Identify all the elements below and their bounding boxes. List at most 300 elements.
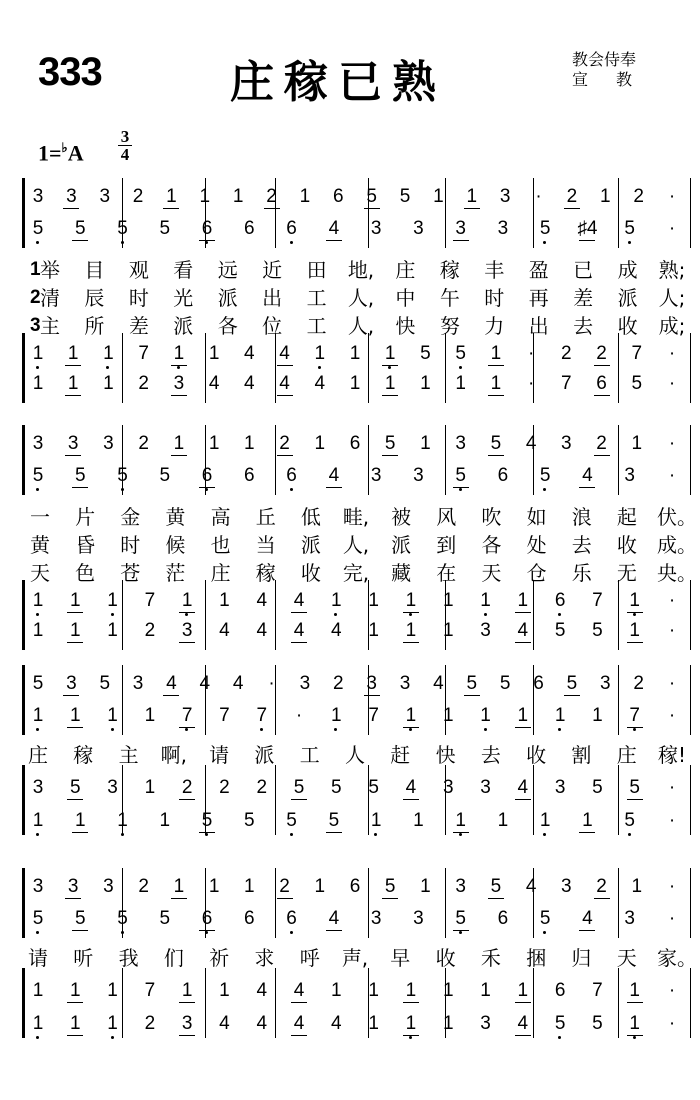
beam-line <box>291 612 307 613</box>
jianpu-note: 6 <box>333 186 344 207</box>
octave-dot <box>36 728 39 731</box>
octave-dot <box>484 613 487 616</box>
lyric-char: 地, <box>347 258 375 282</box>
lyric-char: 低 <box>300 505 321 529</box>
lyric-char: 成 <box>617 258 638 282</box>
lyric-char: 庄 <box>616 743 637 767</box>
jianpu-note: 1 <box>629 620 640 641</box>
octave-dot <box>633 1036 636 1039</box>
jianpu-note: 6 <box>201 218 213 239</box>
jianpu-note: 5 <box>455 908 466 929</box>
octave-dot <box>260 728 263 731</box>
lyric-char: 中 <box>395 286 416 310</box>
octave-dot <box>388 366 391 369</box>
lyric-char: 稼 <box>439 258 460 282</box>
lyric-char: 一 <box>30 505 50 529</box>
category-line-1: 教会侍奉 <box>572 50 637 69</box>
verse-number: 1 <box>30 259 41 280</box>
beam-line <box>65 455 81 456</box>
jianpu-note: 1 <box>405 620 417 641</box>
beam-line <box>627 1002 643 1003</box>
octave-dot <box>205 931 208 934</box>
lyric-char: 熟; <box>658 258 686 282</box>
jianpu-note: 1 <box>442 1013 454 1034</box>
jianpu-note: 5 <box>32 908 44 929</box>
lyric-char: 天 <box>481 561 502 585</box>
octave-dot <box>121 488 124 491</box>
jianpu-note: 1 <box>384 343 396 364</box>
octave-dot <box>334 613 337 616</box>
jianpu-note: 1 <box>181 590 193 611</box>
time-signature-bottom: 4 <box>118 145 132 163</box>
jianpu-note: 6 <box>201 465 213 486</box>
jianpu-note: 1 <box>420 373 431 394</box>
jianpu-note: 5 <box>74 218 86 239</box>
barline <box>205 968 206 1038</box>
jianpu-note: 5 <box>286 810 297 831</box>
beam-line <box>171 455 187 456</box>
jianpu-note: 2 <box>144 620 156 641</box>
jianpu-note: 3 <box>499 186 511 207</box>
lyric-char: 辰 <box>84 286 105 310</box>
lyric-char: 力 <box>484 314 505 338</box>
lyric-char: 各 <box>217 314 238 338</box>
jianpu-note: 6 <box>244 465 255 486</box>
jianpu-note: 5 <box>539 218 551 239</box>
jianpu-note: 5 <box>328 810 340 831</box>
beam-line <box>179 642 195 643</box>
octave-dot <box>459 488 462 491</box>
beam-line <box>199 487 215 488</box>
lyric-char: 求 <box>254 946 275 970</box>
jianpu-note: 1 <box>349 343 361 364</box>
octave-dot <box>205 488 208 491</box>
jianpu-note: 1 <box>314 433 326 454</box>
octave-dot <box>374 833 377 836</box>
lyric-char: 声, <box>341 946 369 970</box>
jianpu-note: 1 <box>497 810 509 831</box>
lyric-char: 黄 <box>30 533 50 557</box>
jianpu-note: 1 <box>117 810 128 831</box>
jianpu-note: 3 <box>554 777 566 798</box>
lyric-char: 时 <box>128 286 149 310</box>
jianpu-note: 2 <box>633 673 644 694</box>
octave-dot <box>628 241 631 244</box>
beam-line <box>515 612 531 613</box>
jianpu-note: 4 <box>232 673 244 694</box>
beam-line <box>326 240 342 241</box>
jianpu-note: 6 <box>286 908 297 929</box>
octave-dot <box>36 488 39 491</box>
beam-line <box>453 832 469 833</box>
lyric-char: 人; <box>658 286 686 310</box>
jianpu-note: 3 <box>413 465 424 486</box>
jianpu-note: 1 <box>107 590 118 611</box>
lyric-char: 目 <box>84 258 105 282</box>
jianpu-note: 1 <box>592 705 603 726</box>
jianpu-note: 4 <box>219 620 230 641</box>
lyric-char: 举 <box>40 258 60 282</box>
category-line-2: 宣教 <box>572 70 661 89</box>
jianpu-note: 1 <box>517 980 529 1001</box>
jianpu-note: 4 <box>293 620 305 641</box>
jianpu-note: 1 <box>455 373 466 394</box>
jianpu-note: · <box>268 673 275 694</box>
beam-line <box>65 365 81 366</box>
beam-line <box>277 455 293 456</box>
beam-line <box>163 208 179 209</box>
jianpu-note: 3 <box>107 777 118 798</box>
jianpu-note: 4 <box>256 620 268 641</box>
jianpu-note: 1 <box>420 433 431 454</box>
jianpu-note: 4 <box>525 433 537 454</box>
jianpu-note: 3 <box>599 673 611 694</box>
jianpu-note: · <box>668 343 676 364</box>
beam-line <box>403 1035 419 1036</box>
jianpu-note: 1 <box>69 1013 81 1034</box>
octave-dot <box>459 833 462 836</box>
jianpu-note: 2 <box>256 777 268 798</box>
jianpu-note: 2 <box>561 343 572 364</box>
jianpu-note: · <box>295 705 303 726</box>
jianpu-note: 5 <box>69 777 81 798</box>
jianpu-note: 3 <box>413 218 424 239</box>
beam-line <box>488 455 504 456</box>
lyric-char: 时 <box>120 533 141 557</box>
beam-line <box>179 727 195 728</box>
jianpu-note: 7 <box>368 705 379 726</box>
lyric-char: 禾 <box>480 946 501 970</box>
octave-dot <box>36 1036 39 1039</box>
jianpu-note: 1 <box>32 705 44 726</box>
jianpu-note: 1 <box>166 186 177 207</box>
lyric-char: 起 <box>616 505 637 529</box>
lyric-char: 成。 <box>657 533 697 557</box>
jianpu-note: · <box>668 590 676 611</box>
jianpu-note: 1 <box>107 980 118 1001</box>
octave-dot <box>185 728 188 731</box>
jianpu-note: 1 <box>67 373 79 394</box>
hymn-title: 庄稼已熟 <box>230 57 446 108</box>
jianpu-note: 5 <box>159 465 171 486</box>
jianpu-note: 1 <box>144 705 156 726</box>
lyric-char: 在 <box>436 561 457 585</box>
barline <box>690 968 691 1038</box>
jianpu-note: 6 <box>349 876 361 897</box>
lyric-char: 我 <box>118 946 139 970</box>
beam-line <box>464 695 480 696</box>
jianpu-note: 5 <box>499 673 511 694</box>
jianpu-note: 5 <box>331 777 342 798</box>
lyric-char: 割 <box>571 743 592 767</box>
beam-line <box>326 832 342 833</box>
jianpu-note: 1 <box>480 980 491 1001</box>
octave-dot <box>409 728 412 731</box>
jianpu-note: 1 <box>32 373 44 394</box>
beam-line <box>72 487 88 488</box>
octave-dot <box>633 728 636 731</box>
jianpu-note: 6 <box>244 218 255 239</box>
beam-line <box>72 832 88 833</box>
jianpu-note: 3 <box>399 673 411 694</box>
octave-dot <box>558 728 561 731</box>
jianpu-note: 4 <box>199 673 211 694</box>
jianpu-note: 1 <box>74 810 86 831</box>
jianpu-note: 4 <box>293 980 305 1001</box>
jianpu-note: 7 <box>561 373 572 394</box>
lyric-char: 看 <box>173 258 194 282</box>
jianpu-note: 1 <box>219 980 230 1001</box>
lyric-char: 啊, <box>160 743 188 767</box>
jianpu-note: 3 <box>173 373 185 394</box>
beam-line <box>627 642 643 643</box>
jianpu-note: 1 <box>384 373 396 394</box>
jianpu-note: 6 <box>497 908 509 929</box>
jianpu-note: 1 <box>490 343 502 364</box>
barline <box>205 580 206 650</box>
octave-dot <box>111 613 114 616</box>
jianpu-note: · <box>668 777 676 798</box>
lyric-char: 收 <box>617 314 638 338</box>
lyric-char: 完, <box>342 561 370 585</box>
lyric-char: 工 <box>306 314 327 338</box>
beam-line <box>291 1002 307 1003</box>
octave-dot <box>290 488 293 491</box>
jianpu-note: 1 <box>442 980 454 1001</box>
beam-line <box>594 898 610 899</box>
jianpu-note: 1 <box>159 810 171 831</box>
octave-dot <box>106 366 109 369</box>
jianpu-note: 1 <box>442 620 454 641</box>
hymn-category <box>572 50 660 90</box>
beam-line <box>488 365 504 366</box>
lyric-char: 庄 <box>210 561 231 585</box>
octave-dot <box>290 931 293 934</box>
octave-dot <box>409 1036 412 1039</box>
jianpu-note: 1 <box>480 705 491 726</box>
beam-line <box>67 799 83 800</box>
jianpu-note: 6 <box>554 590 566 611</box>
jianpu-note: 4 <box>314 373 326 394</box>
jianpu-note: ♯4 <box>577 218 598 239</box>
jianpu-note: 1 <box>631 433 643 454</box>
jianpu-note: 1 <box>370 810 382 831</box>
jianpu-note: 4 <box>244 343 255 364</box>
jianpu-note: 1 <box>629 980 640 1001</box>
jianpu-note: 3 <box>67 876 79 897</box>
jianpu-note: 7 <box>631 343 643 364</box>
octave-dot <box>111 728 114 731</box>
beam-line <box>364 695 380 696</box>
jianpu-note: 3 <box>99 186 111 207</box>
jianpu-note: · <box>668 876 676 897</box>
jianpu-note: 4 <box>244 373 255 394</box>
beam-line <box>515 1002 531 1003</box>
lyric-char: 无 <box>616 561 637 585</box>
beam-line <box>594 395 610 396</box>
jianpu-note: 3 <box>480 1013 491 1034</box>
jianpu-note: 4 <box>328 908 340 929</box>
beam-line <box>179 799 195 800</box>
jianpu-note: 3 <box>624 465 635 486</box>
jianpu-note: · <box>527 373 535 394</box>
beam-line <box>179 1002 195 1003</box>
beam-line <box>171 898 187 899</box>
beam-line <box>171 365 187 366</box>
octave-dot <box>111 1036 114 1039</box>
jianpu-note: 1 <box>181 980 193 1001</box>
beam-line <box>579 930 595 931</box>
jianpu-note: 1 <box>539 810 551 831</box>
jianpu-note: 5 <box>539 908 551 929</box>
lyric-char: 天 <box>616 946 637 970</box>
barline <box>445 333 446 403</box>
octave-dot <box>121 931 124 934</box>
beam-line <box>627 799 643 800</box>
jianpu-note: · <box>668 980 676 1001</box>
jianpu-note: 1 <box>554 705 566 726</box>
jianpu-note: 4 <box>517 620 529 641</box>
octave-dot <box>633 613 636 616</box>
jianpu-note: 5 <box>32 673 44 694</box>
octave-dot <box>459 366 462 369</box>
jianpu-note: 5 <box>74 465 86 486</box>
lyric-char: 主 <box>40 314 60 338</box>
lyric-char: 派 <box>173 314 194 338</box>
jianpu-note: 3 <box>413 908 424 929</box>
jianpu-note: 1 <box>368 980 379 1001</box>
jianpu-note: 1 <box>582 810 593 831</box>
lyric-char: 派 <box>300 533 321 557</box>
lyric-char: 收 <box>300 561 321 585</box>
jianpu-note: 6 <box>244 908 255 929</box>
jianpu-note: 2 <box>596 433 607 454</box>
jianpu-note: 4 <box>517 777 529 798</box>
lyric-char: 差 <box>573 286 594 310</box>
jianpu-note: 1 <box>208 876 220 897</box>
lyric-char: 人, <box>342 533 370 557</box>
lyric-char: 赶 <box>390 743 411 767</box>
beam-line <box>403 799 419 800</box>
lyric-char: 当 <box>255 533 276 557</box>
jianpu-note: · <box>668 705 676 726</box>
beam-line <box>594 455 610 456</box>
jianpu-note: 1 <box>631 876 643 897</box>
lyric-char: 祈 <box>209 946 230 970</box>
lyric-char: 色 <box>75 561 96 585</box>
beam-line <box>453 240 469 241</box>
jianpu-note: 5 <box>384 876 396 897</box>
lyric-char: 捆 <box>526 946 547 970</box>
jianpu-note: 3 <box>103 876 114 897</box>
time-signature <box>118 128 132 163</box>
jianpu-note: 5 <box>201 810 213 831</box>
jianpu-note: 1 <box>144 777 156 798</box>
jianpu-note: 3 <box>370 218 382 239</box>
jianpu-note: 3 <box>32 433 44 454</box>
beam-line <box>67 1035 83 1036</box>
lyric-char: 庄 <box>28 743 48 767</box>
jianpu-note: 1 <box>413 810 424 831</box>
barline <box>618 333 619 403</box>
jianpu-note: 1 <box>199 186 211 207</box>
lyric-char: 高 <box>210 505 231 529</box>
beam-line <box>63 695 79 696</box>
octave-dot <box>36 833 39 836</box>
jianpu-note: · <box>527 343 535 364</box>
jianpu-note: 3 <box>366 673 377 694</box>
jianpu-note: 2 <box>633 186 644 207</box>
lyric-char: 听 <box>73 946 94 970</box>
beam-line <box>171 395 187 396</box>
octave-dot <box>290 833 293 836</box>
lyric-char: 去 <box>480 743 501 767</box>
jianpu-note: 1 <box>368 590 379 611</box>
lyric-char: 候 <box>165 533 186 557</box>
lyric-char: 努 <box>439 314 460 338</box>
jianpu-note: 3 <box>370 908 382 929</box>
jianpu-note: 4 <box>331 1013 342 1034</box>
lyric-char: 远 <box>217 258 238 282</box>
jianpu-note: 5 <box>592 777 603 798</box>
jianpu-note: 4 <box>256 1013 268 1034</box>
barline <box>368 333 369 403</box>
barline <box>618 580 619 650</box>
jianpu-note: 3 <box>370 465 382 486</box>
jianpu-note: 4 <box>328 218 340 239</box>
octave-dot <box>185 613 188 616</box>
barline <box>690 580 691 650</box>
flat-sign: ♭ <box>61 140 68 155</box>
key-note: A <box>67 140 84 166</box>
jianpu-note: 1 <box>420 876 431 897</box>
jianpu-note: 6 <box>596 373 607 394</box>
beam-line <box>382 455 398 456</box>
jianpu-note: 5 <box>117 465 128 486</box>
jianpu-note: 1 <box>107 705 118 726</box>
lyric-char: 快 <box>395 314 416 338</box>
lyric-char: 天 <box>30 561 50 585</box>
beam-line <box>627 612 643 613</box>
lyric-char: 家。 <box>657 946 697 970</box>
barline <box>690 178 691 248</box>
lyric-char: 藏 <box>391 561 412 585</box>
jianpu-note: 5 <box>32 465 44 486</box>
jianpu-note: 6 <box>349 433 361 454</box>
jianpu-note: · <box>668 908 676 929</box>
jianpu-note: 4 <box>208 373 220 394</box>
lyric-char: 出 <box>528 314 549 338</box>
jianpu-note: 3 <box>103 433 114 454</box>
barline <box>122 333 123 403</box>
jianpu-note: 1 <box>490 373 502 394</box>
jianpu-note: 4 <box>256 590 268 611</box>
jianpu-note: 6 <box>533 673 544 694</box>
lyric-char: 仓 <box>526 561 547 585</box>
jianpu-note: 5 <box>624 810 635 831</box>
jianpu-note: 1 <box>32 590 44 611</box>
beam-line <box>277 395 293 396</box>
lyric-char: 午 <box>439 286 460 310</box>
jianpu-note: 1 <box>599 186 611 207</box>
lyric-char: 去 <box>573 314 594 338</box>
beam-line <box>579 487 595 488</box>
lyric-char: 茫 <box>165 561 186 585</box>
beam-line <box>515 1035 531 1036</box>
jianpu-note: 4 <box>517 1013 529 1034</box>
jianpu-note: 7 <box>144 590 156 611</box>
jianpu-note: 3 <box>67 433 79 454</box>
